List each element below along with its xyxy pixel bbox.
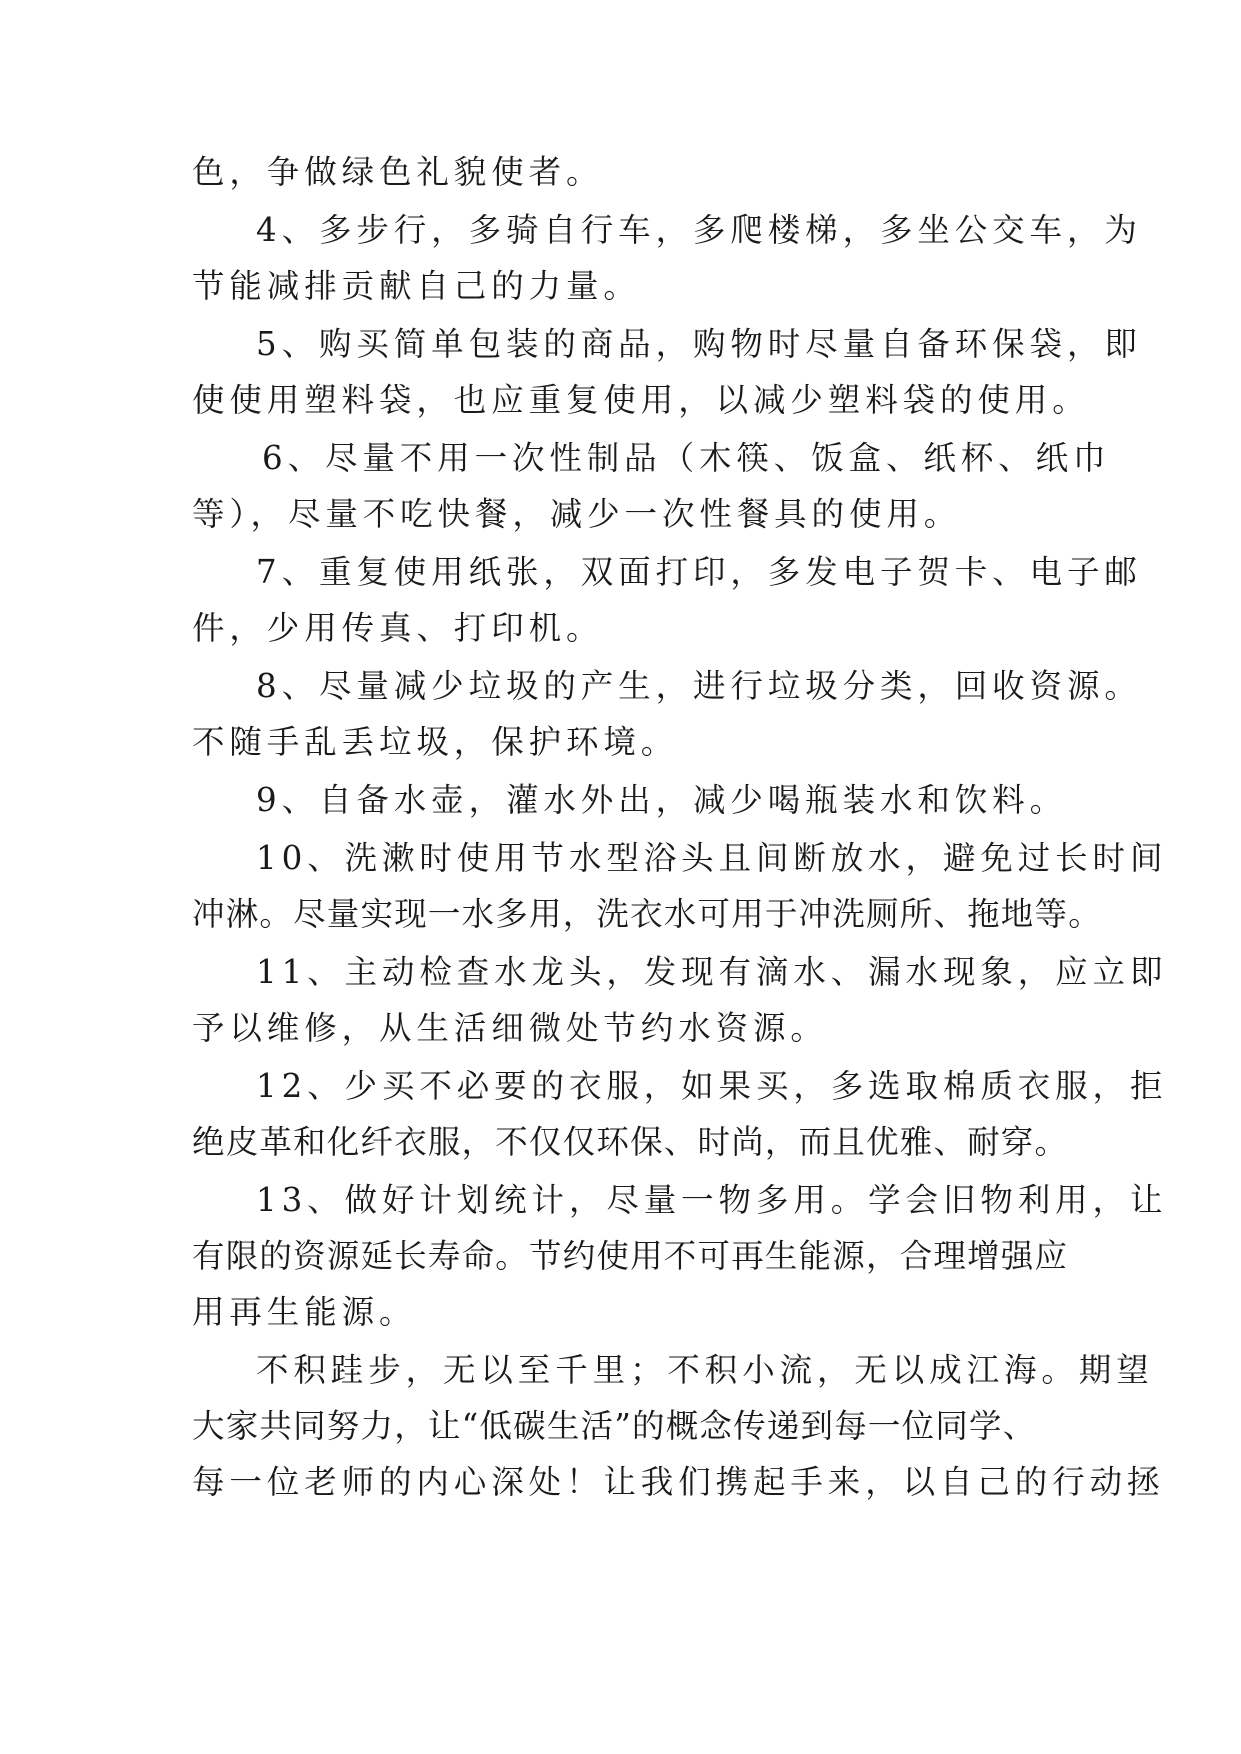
list-item-5-line-2: 使使用塑料袋，也应重复使用，以减少塑料袋的使用。 xyxy=(192,381,1090,419)
text-line: 色，争做绿色礼貌使者。 xyxy=(192,153,604,191)
list-item-6-line-1: 6、尽量不用一次性制品（木筷、饭盒、纸杯、纸巾 xyxy=(262,439,1111,477)
list-item-13-line-3: 用再生能源。 xyxy=(192,1293,417,1331)
list-item-12-line-2: 绝皮革和化纤衣服，不仅仅环保、时尚，而且优雅、耐穿。 xyxy=(192,1123,1069,1161)
list-item-11-line-1: 11、主动检查水龙头，发现有滴水、漏水现象，应立即 xyxy=(256,953,1168,991)
list-item-11-line-2: 予以维修，从生活细微处节约水资源。 xyxy=(192,1009,828,1047)
list-item-10-line-2: 冲淋。尽量实现一水多用，洗衣水可用于冲洗厕所、拖地等。 xyxy=(192,895,1102,933)
list-item-4-line-1: 4、多步行，多骑自行车，多爬楼梯，多坐公交车，为 xyxy=(256,211,1142,249)
list-item-12-line-1: 12、少买不必要的衣服，如果买，多选取棉质衣服，拒 xyxy=(256,1067,1168,1105)
list-item-13-line-2: 有限的资源延长寿命。节约使用不可再生能源，合理增强应 xyxy=(192,1237,1069,1275)
list-item-4-line-2: 节能减排贡献自己的力量。 xyxy=(192,267,641,305)
list-item-10-line-1: 10、洗漱时使用节水型浴头且间断放水，避免过长时间 xyxy=(256,839,1168,877)
list-item-5-line-1: 5、购买简单包装的商品，购物时尽量自备环保袋，即 xyxy=(256,325,1142,363)
closing-paragraph-line-1: 不积跬步，无以至千里；不积小流，无以成江海。期望 xyxy=(256,1351,1154,1389)
list-item-6-line-2: 等），尽量不吃快餐，减少一次性餐具的使用。 xyxy=(192,495,962,533)
list-item-7-line-1: 7、重复使用纸张，双面打印，多发电子贺卡、电子邮 xyxy=(256,553,1142,591)
list-item-8-line-2: 不随手乱丢垃圾，保护环境。 xyxy=(192,723,679,761)
closing-paragraph-line-3: 每一位老师的内心深处！让我们携起手来，以自己的行动拯 xyxy=(192,1463,1165,1501)
closing-paragraph-line-2: 大家共同努力，让“低碳生活”的概念传递到每一位同学、 xyxy=(192,1407,1037,1445)
list-item-13-line-1: 13、做好计划统计，尽量一物多用。学会旧物利用，让 xyxy=(256,1181,1168,1219)
list-item-9-line-1: 9、自备水壶，灌水外出，减少喝瓶装水和饮料。 xyxy=(256,781,1067,819)
list-item-8-line-1: 8、尽量减少垃圾的产生，进行垃圾分类，回收资源。 xyxy=(256,667,1142,705)
list-item-7-line-2: 件，少用传真、打印机。 xyxy=(192,609,604,647)
